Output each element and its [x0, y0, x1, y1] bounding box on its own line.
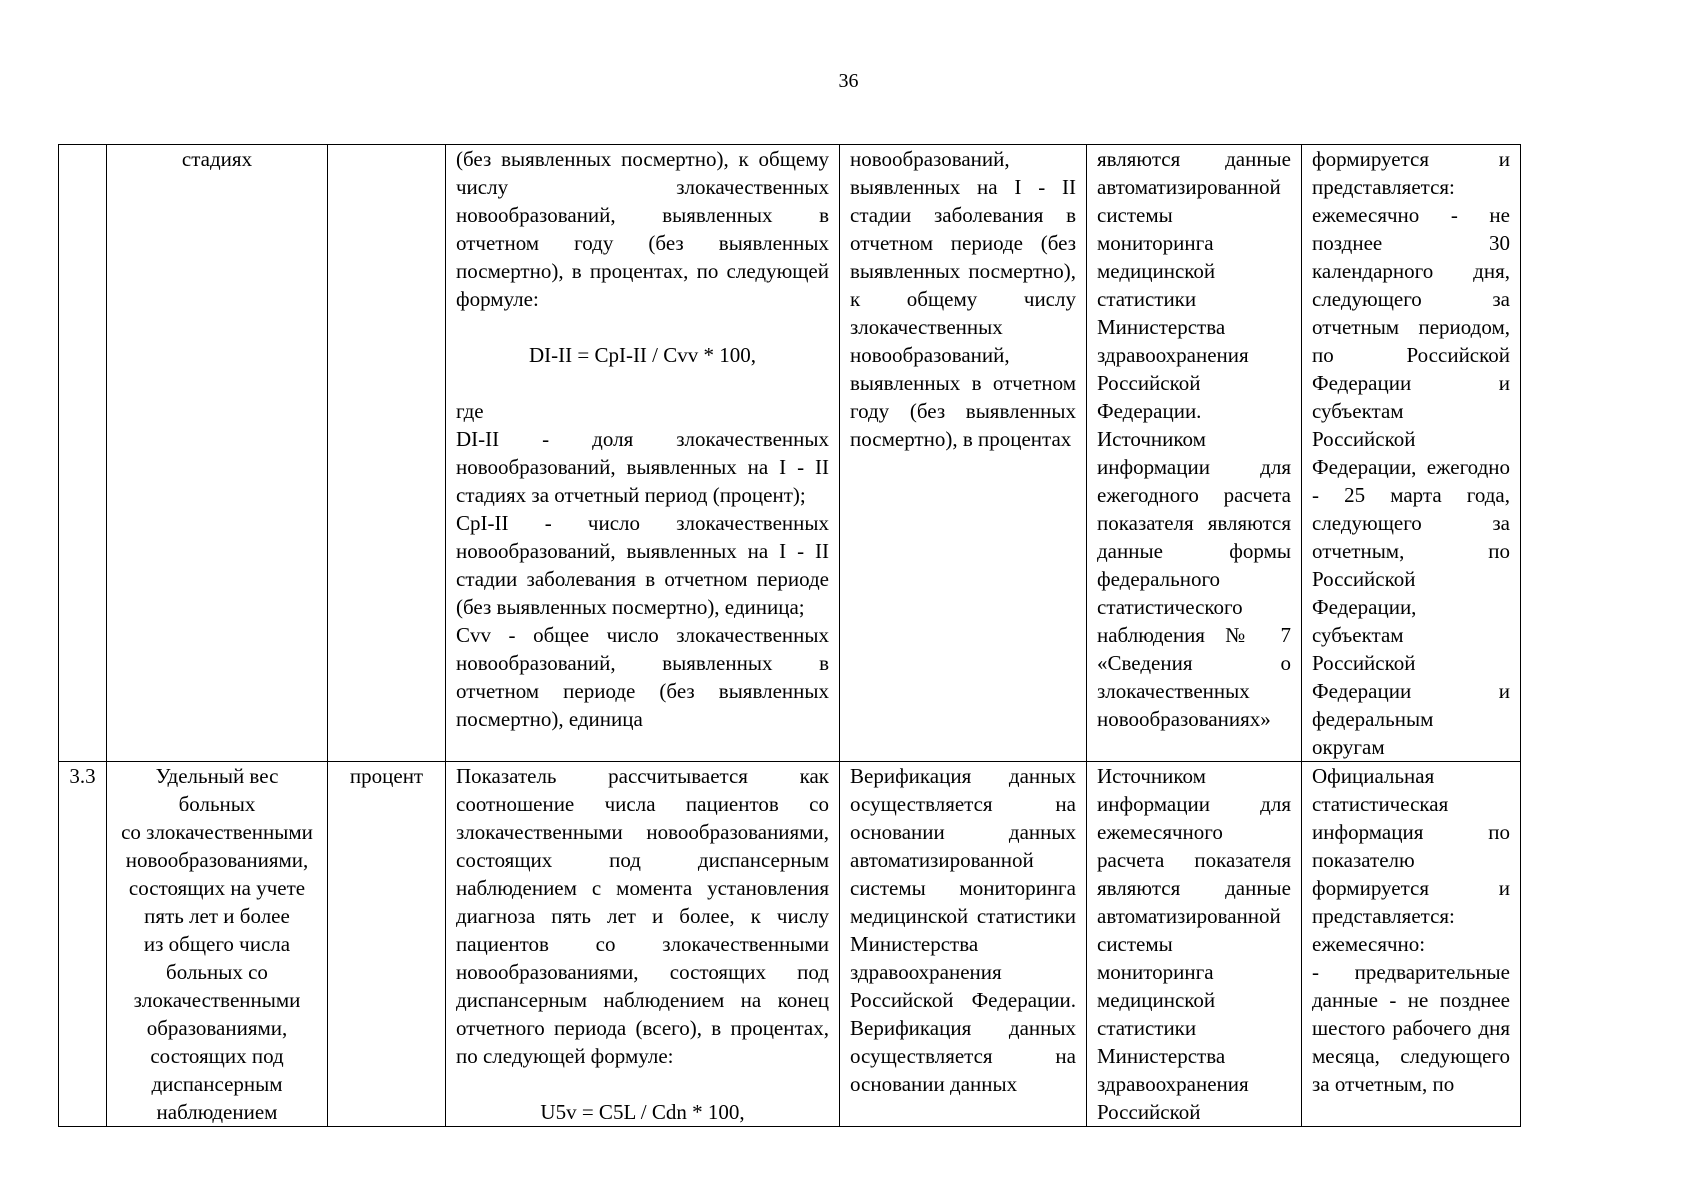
indicator-name-line: стадиях — [181, 147, 253, 171]
verification-cell: Верификация данных осуществляется на основании данных автоматизированной системы мониторинга медицинской статистики Министерства здравоохранения Российской Федерации. Верификация данных осуществляется на основании данных — [840, 762, 1087, 1127]
indicator-name-line: состоящих на учете — [128, 876, 306, 900]
formula: U5v = C5L / Cdn * 100, — [540, 1100, 745, 1124]
indicator-name-line: Удельный вес больных — [155, 764, 279, 816]
table-row — [59, 762, 1521, 1127]
unit-cell: процент — [328, 762, 446, 1127]
table-row — [59, 145, 1521, 762]
periodicity-cell — [1302, 762, 1521, 1127]
periodicity-cell: формируется и представляется: ежемесячно - не позднее 30 календарного дня, следующего за отчетным периодом, по Российской Федерации и субъектам Российской Федерации, ежегодно - 25 марта года, следующего за отчетным, по Российской Федерации, субъектам Российской Федерации и федеральным округам — [1302, 145, 1521, 762]
indicator-name-cell — [107, 762, 328, 1127]
indicator-name-line: злокачественными — [133, 988, 301, 1012]
method-cell — [446, 762, 840, 1127]
indicator-name-line: образованиями, — [146, 1016, 288, 1040]
indicator-name-line: новообразованиями, — [125, 848, 309, 872]
row-number-cell: 3.3 — [59, 762, 107, 1127]
row-number-cell — [59, 145, 107, 762]
indicator-name-line: со злокачественными — [121, 820, 313, 844]
method-definitions: где DI-II - доля злокачественных новообразований, выявленных на I - II стадиях за отчетный период (процент); CpI-II - число злокачественных новообразований, выявленных на I - II стадии заболевания в отчетном периоде (без выявленных посмертно), единица; Cvv - общее число злокачественных новообразований, выявленных в отчетном периоде (без выявленных посмертно), единица — [456, 399, 829, 731]
formula: DI-II = CpI-II / Cvv * 100, — [528, 343, 757, 367]
source-cell: Источником информации для ежемесячного расчета показателя являются данные автоматизированной системы мониторинга медицинской статистики Министерства здравоохранения Российской — [1087, 762, 1302, 1127]
page-number: 36 — [838, 70, 859, 92]
method-cell — [446, 145, 840, 762]
indicator-name-cell — [107, 145, 328, 762]
source-cell: являются данные автоматизированной системы мониторинга медицинской статистики Министерства здравоохранения Российской Федерации. Источником информации для ежегодного расчета показателя являются данные формы федерального статистического наблюдения № 7 «Сведения о злокачественных новообразованиях» — [1087, 145, 1302, 762]
indicator-name-line: пять лет и более — [144, 904, 290, 928]
indicator-name-line: больных со — [166, 960, 268, 984]
method-text: (без выявленных посмертно), к общему числу злокачественных новообразований, выявленных в отчетном году (без выявленных посмертно), в процентах, по следующей формуле: — [456, 147, 835, 311]
method-text: Показатель рассчитывается как соотношение числа пациентов со злокачественными новообразованиями, состоящих под диспансерным наблюдением с момента установления диагноза пять лет и более, к числу пациентов со злокачественными новообразованиями, состоящих под диспансерным наблюдением на конец отчетного периода (всего), в процентах, по следующей формуле: — [456, 764, 835, 1068]
indicator-name-line: из общего числа — [143, 932, 291, 956]
indicators-table — [58, 144, 1521, 1127]
indicator-name-line: диспансерным — [151, 1072, 283, 1096]
periodicity-text: Официальная статистическая информация по показателю формируется и представляется: ежемесячно: - предварительные данные - не позднее шестого рабочего дня месяца, следующего за отчетным, по — [1312, 764, 1510, 1096]
indicator-name-line: наблюдением — [156, 1100, 278, 1124]
verification-cell: новообразований, выявленных на I - II стадии заболевания в отчетном периоде (без выявленных посмертно), к общему числу злокачественных новообразований, выявленных в отчетном году (без выявленных посмертно), в процентах — [840, 145, 1087, 762]
unit-cell — [328, 145, 446, 762]
indicator-name-line: состоящих под — [150, 1044, 284, 1068]
